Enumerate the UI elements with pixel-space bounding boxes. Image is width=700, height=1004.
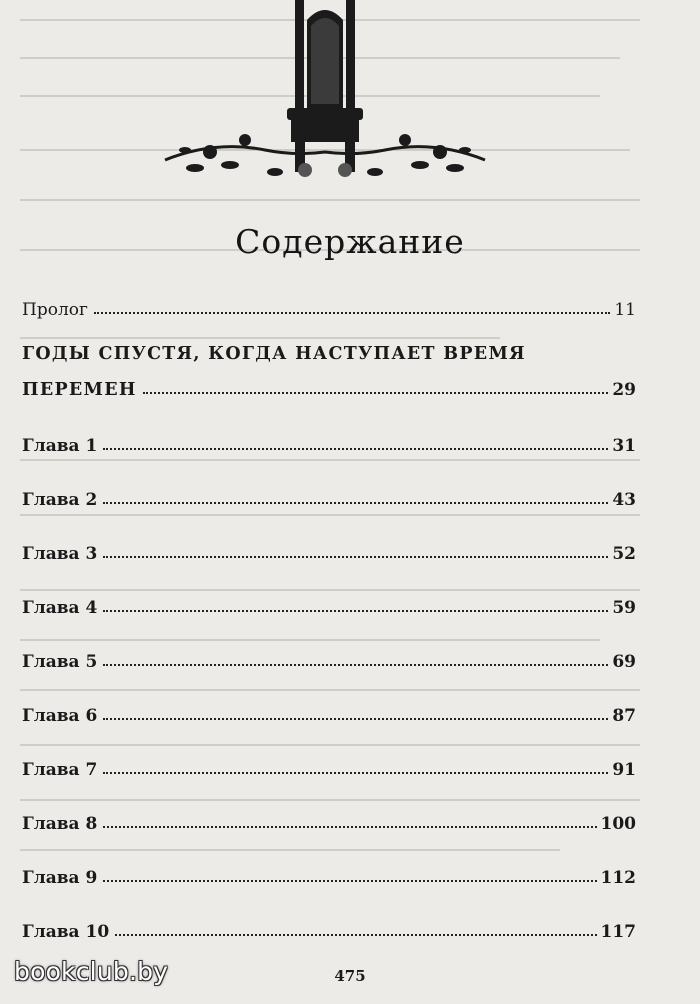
toc-entry-chapter	[22, 914, 636, 942]
dot-leader	[103, 879, 596, 882]
toc-entry-page: 117	[600, 922, 636, 942]
toc-entry-page: 100	[600, 814, 636, 834]
dot-leader	[103, 771, 608, 774]
dot-leader	[103, 663, 608, 666]
toc-entry-chapter	[22, 860, 636, 888]
toc-entry-label: Глава 3	[22, 544, 98, 564]
toc-entry-chapter	[22, 536, 636, 564]
toc-entry-label: Глава 8	[22, 814, 98, 834]
toc-entry-page: 59	[612, 598, 636, 618]
toc-entry-page: 29	[612, 380, 636, 400]
toc-entry-prologue	[22, 292, 636, 320]
dot-leader	[103, 717, 608, 720]
toc-entry-label: Глава 6	[22, 706, 98, 726]
dot-leader	[103, 555, 608, 558]
toc-entry-page: 91	[612, 760, 636, 780]
toc-entry-chapter	[22, 482, 636, 510]
toc-entry-label: Глава 4	[22, 598, 98, 618]
toc-entry-label: Глава 1	[22, 436, 98, 456]
toc-entry-page: 69	[612, 652, 636, 672]
dot-leader	[115, 933, 596, 936]
toc-entry-page: 31	[612, 436, 636, 456]
toc-entry-page: 87	[612, 706, 636, 726]
dot-leader	[103, 501, 608, 504]
toc-entry-label: Пролог	[22, 300, 88, 320]
toc-entry-chapter	[22, 590, 636, 618]
toc-entry-page: 52	[612, 544, 636, 564]
dot-leader	[103, 609, 608, 612]
toc-entry-label: Глава 10	[22, 922, 110, 942]
part-title-line2: ПЕРЕМЕН	[22, 380, 137, 400]
toc-entry-chapter	[22, 644, 636, 672]
toc-entry-page: 11	[614, 300, 636, 320]
toc-entry-part	[22, 372, 636, 400]
watermark-logo: bookclub.by	[14, 957, 169, 986]
toc-entry-label: Глава 7	[22, 760, 98, 780]
throne-ornament-icon	[155, 0, 495, 190]
toc-entry-label: Глава 5	[22, 652, 98, 672]
dot-leader	[143, 391, 609, 394]
toc-entry-label: Глава 2	[22, 490, 98, 510]
toc-entry-page: 43	[612, 490, 636, 510]
toc-entry-chapter	[22, 752, 636, 780]
page-number: 475	[334, 967, 366, 985]
toc-entry-chapter	[22, 698, 636, 726]
dot-leader	[103, 825, 596, 828]
toc-entry-page: 112	[600, 868, 636, 888]
toc-entry-chapter	[22, 428, 636, 456]
part-title-line1: ГОДЫ СПУСТЯ, КОГДА НАСТУПАЕТ ВРЕМЯ	[22, 344, 526, 364]
dot-leader	[103, 447, 608, 450]
page-title: Содержание	[235, 222, 465, 261]
toc-entry-chapter	[22, 806, 636, 834]
dot-leader	[94, 311, 610, 314]
toc-entry-label: Глава 9	[22, 868, 98, 888]
